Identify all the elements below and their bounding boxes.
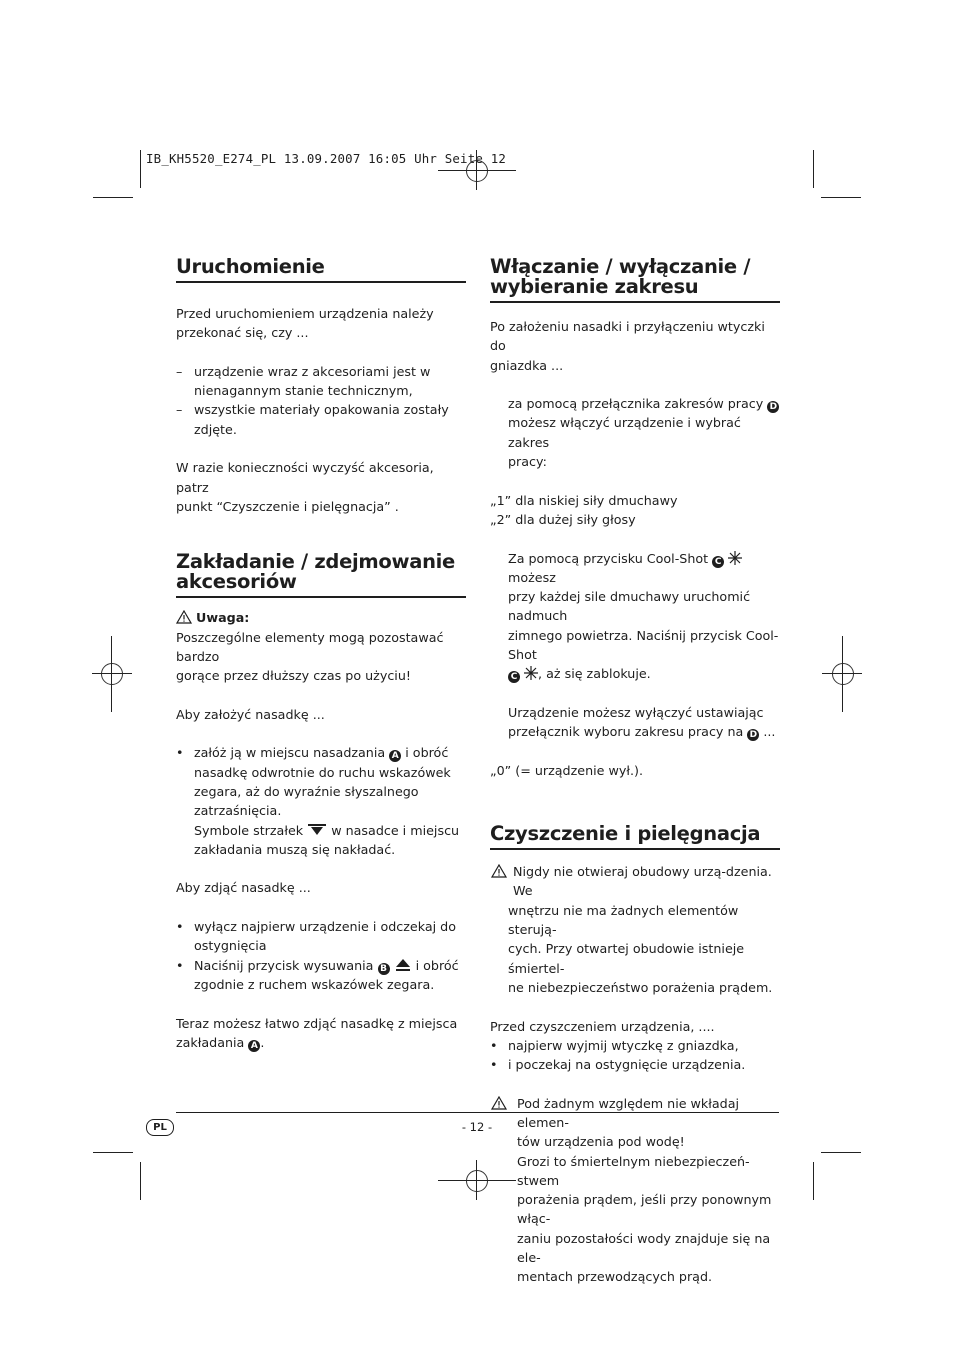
list-item	[176, 917, 466, 956]
list-item-text: zakładania muszą się nakładać.	[194, 841, 396, 857]
section-heading-uruchomienie: Uruchomienie	[176, 257, 466, 283]
list-item-text: nasadkę odwrotnie do ruchu wskazówek	[194, 764, 451, 780]
text: Symbole strzałek	[194, 822, 304, 838]
crop-mark	[93, 197, 133, 198]
dash-marker: –	[176, 402, 183, 418]
bullet-marker: •	[490, 1057, 498, 1073]
right-column	[490, 257, 780, 1287]
warning-text: Pod żadnym względem nie wkładaj elemen-	[517, 1095, 740, 1130]
list-item	[176, 743, 466, 859]
list-item-text	[194, 743, 466, 762]
crop-mark	[821, 1152, 861, 1153]
list-item-text: najpierw wyjmij wtyczkę z gniazdka,	[508, 1037, 739, 1053]
list-item	[490, 1055, 780, 1074]
warning-triangle-icon	[490, 864, 508, 878]
crop-mark	[813, 150, 814, 188]
crop-mark	[476, 1160, 477, 1200]
heading-line: Zakładanie / zdejmowanie	[176, 550, 455, 574]
section-heading-czyszczenie: Czyszczenie i pielęgnacja	[490, 824, 780, 850]
paragraph: „1” dla niskiej siły dmuchawy	[490, 492, 678, 508]
paragraph: „2” dla dużej siły głosy	[490, 511, 636, 527]
bullet-marker: •	[176, 745, 184, 761]
snowflake-icon	[524, 666, 538, 680]
paragraph: Przed uruchomieniem urządzenia należy	[176, 306, 434, 321]
text: i obróć	[405, 745, 449, 761]
paragraph: Aby zdjąć nasadkę ...	[176, 880, 311, 896]
crop-mark	[821, 197, 861, 198]
paragraph: „0” (= urządzenie wył.).	[490, 762, 643, 778]
paragraph: gorące przez dłuższy czas po użyciu!	[176, 668, 411, 684]
warning-block	[490, 862, 780, 997]
list-item-text: wyłącz najpierw urządzenie i odczekaj do	[194, 919, 456, 935]
eject-icon	[394, 958, 412, 972]
text: w nasadce i miejscu	[331, 822, 460, 838]
paragraph: przy każdej sile dmuchawy uruchomić nadmuch	[508, 589, 751, 624]
letter-c-icon: C	[712, 556, 724, 568]
dash-marker: –	[176, 363, 183, 379]
paragraph: możesz włączyć urządzenie i wybrać zakres	[508, 415, 741, 450]
paragraph	[508, 394, 780, 413]
list-item-text	[194, 821, 466, 840]
list-item-text: nienagannym stanie technicznym,	[194, 383, 413, 399]
list-item	[176, 362, 466, 401]
text: załóż ją w miejscu nasadzania	[194, 745, 386, 761]
crop-mark	[842, 636, 843, 712]
text: ...	[759, 724, 776, 740]
paragraph: przekonać się, czy ...	[176, 325, 309, 341]
warning-text: Grozi to śmiertelnym niebezpieczeń-stwem	[517, 1153, 750, 1188]
footer-rule	[176, 1112, 779, 1113]
paragraph: punkt “Czyszczenie i pielęgnacja” .	[176, 498, 399, 514]
warning-text: mentach przewodzących prąd.	[517, 1269, 713, 1285]
warning-text: tów urządzenia pod wodę!	[517, 1134, 685, 1150]
warning-label	[176, 608, 466, 627]
crop-mark	[438, 170, 516, 171]
paragraph: Poszczególne elementy mogą pozostawać bardzo	[176, 629, 444, 664]
list-item	[490, 1036, 780, 1055]
warning-triangle-icon	[176, 610, 192, 624]
bullet-marker: •	[490, 1037, 498, 1053]
indented-block	[490, 394, 780, 471]
paragraph: gniazdka ...	[490, 357, 564, 373]
text: za pomocą przełącznika zakresów pracy	[508, 396, 764, 412]
registration-mark-bottom	[466, 1170, 488, 1192]
paragraph: Przed czyszczeniem urządzenia, ....	[490, 1018, 715, 1034]
heading-line: wybieranie zakresu	[490, 275, 699, 298]
section-heading-wlaczanie	[490, 257, 780, 303]
paragraph: Po założeniu nasadki i przyłączeniu wtyczki do	[490, 319, 765, 354]
print-slug: IB_KH5520_E274_PL 13.09.2007 16:05 Uhr Seite 12	[146, 151, 507, 166]
text: przełącznik wyboru zakresu pracy na	[508, 724, 744, 740]
paragraph: Teraz możesz łatwo zdjąć nasadkę z miejsca	[176, 1015, 458, 1031]
registration-mark-right	[832, 663, 854, 685]
paragraph: pracy:	[508, 454, 547, 470]
list-item-text: urządzenie wraz z akcesoriami jest w	[194, 363, 431, 379]
list-item-text	[194, 956, 466, 975]
list-item-text: zegara, aż do wyraźnie słyszalnego	[194, 783, 419, 799]
letter-d-icon: D	[747, 729, 759, 741]
warning-text: Nigdy nie otwieraj obudowy urzą-dzenia. We	[513, 864, 772, 899]
letter-b-icon: B	[378, 963, 390, 975]
crop-mark	[92, 673, 132, 674]
letter-a-icon: A	[389, 750, 401, 762]
list-item	[176, 400, 466, 439]
left-column	[176, 257, 466, 1052]
paragraph	[508, 549, 780, 588]
snowflake-icon	[728, 551, 742, 565]
paragraph	[508, 664, 780, 683]
paragraph: W razie konieczności wyczyść akcesoria, patrz	[176, 460, 434, 495]
indented-block	[490, 703, 780, 742]
warning-text: ne niebezpieczeństwo porażenia prądem.	[508, 979, 773, 995]
crop-mark	[111, 636, 112, 712]
warning-text: wnętrzu nie ma żadnych elementów sterują-	[508, 902, 739, 938]
list-item-text: i poczekaj na ostygnięcie urządzenia.	[508, 1057, 746, 1073]
language-badge: PL	[146, 1119, 174, 1136]
letter-a-icon: A	[248, 1040, 260, 1052]
text: .	[260, 1034, 265, 1050]
paragraph: Aby założyć nasadkę ...	[176, 706, 325, 722]
list-item-text: wszystkie materiały opakowania zostały zdjęte.	[194, 402, 449, 437]
warning-triangle-icon	[490, 1096, 508, 1110]
warning-block	[490, 1094, 780, 1287]
heading-line: akcesoriów	[176, 570, 297, 594]
arrow-symbol-icon	[307, 823, 327, 837]
list-item-text: ostygnięcia	[194, 938, 267, 954]
paragraph	[508, 722, 780, 741]
text: możesz	[508, 569, 556, 585]
warning-text: porażenia prądem, jeśli przy ponownym włąc-	[517, 1192, 772, 1227]
warning-text: zaniu pozostałości wody znajduje się na ele-	[517, 1230, 771, 1266]
registration-mark-left	[101, 663, 123, 685]
warning-label-text: Uwaga:	[196, 610, 250, 626]
paragraph: Urządzenie możesz wyłączyć ustawiając	[508, 704, 764, 720]
text: Naciśnij przycisk wysuwania	[194, 957, 374, 973]
section-heading-zakladanie	[176, 552, 466, 598]
indented-block	[490, 549, 780, 684]
list-item-text: zatrzaśnięcia.	[194, 803, 282, 819]
text: , aż się zablokuje.	[538, 666, 651, 682]
text: Za pomocą przycisku Cool-Shot	[508, 550, 709, 566]
warning-text: cych. Przy otwartej obudowie istnieje śmiertel-	[508, 941, 745, 976]
crop-mark	[140, 150, 141, 188]
crop-mark	[813, 1162, 814, 1200]
page-number: - 12 -	[461, 1120, 493, 1134]
paragraph: zimnego powietrza. Naciśnij przycisk Cool-Shot	[508, 627, 779, 663]
crop-mark	[93, 1152, 133, 1153]
heading-line: Włączanie / wyłączanie /	[490, 255, 751, 278]
list-item-text: zgodnie z ruchem wskazówek zegara.	[194, 976, 435, 992]
text: zakładania	[176, 1034, 245, 1050]
letter-c-icon: C	[508, 671, 520, 683]
text: i obróć	[415, 957, 459, 973]
list-item	[176, 956, 466, 995]
crop-mark	[140, 1162, 141, 1200]
bullet-marker: •	[176, 919, 184, 935]
letter-d-icon: D	[767, 401, 779, 413]
bullet-marker: •	[176, 957, 184, 973]
paragraph	[176, 1033, 466, 1052]
